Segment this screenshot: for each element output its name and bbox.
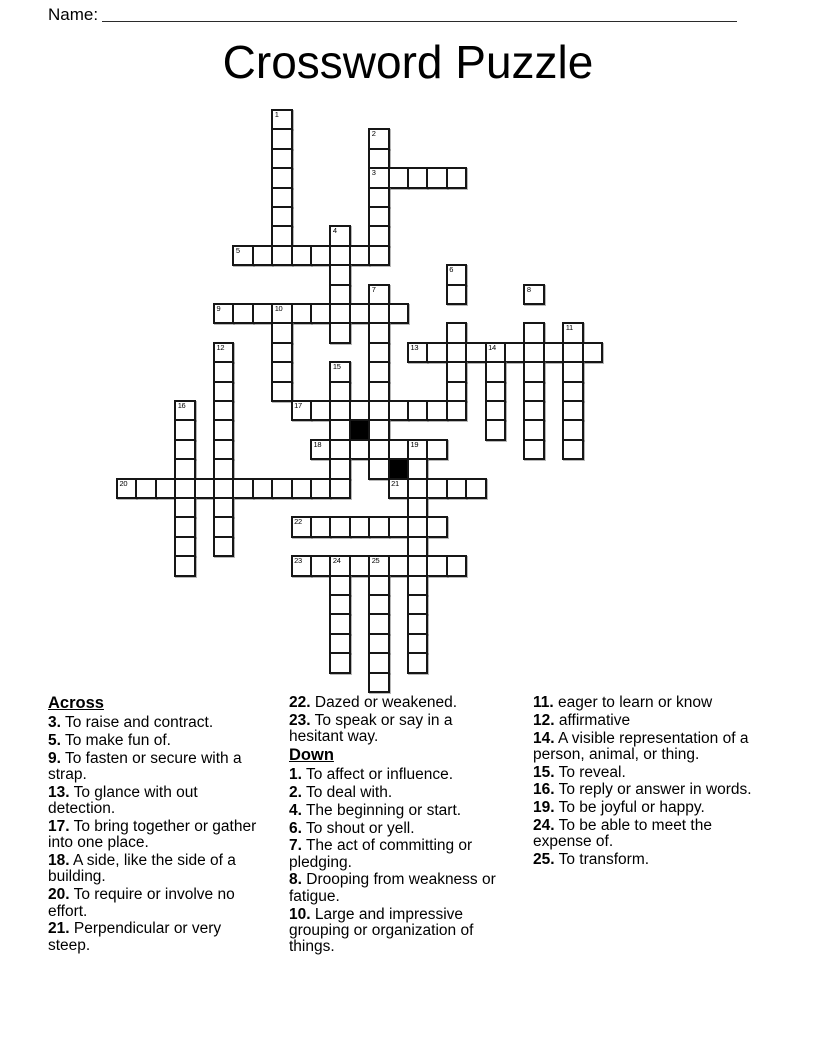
grid-cell[interactable] [232,478,253,499]
grid-cell[interactable] [543,342,564,363]
name-label: Name: [48,5,99,24]
grid-cell[interactable] [562,419,583,440]
grid-cell[interactable] [407,652,428,673]
cell-number: 12 [216,342,225,352]
clue-number: 25. [533,851,555,869]
clue-column-middle [289,695,506,957]
grid-cell[interactable] [349,555,370,576]
grid-cell[interactable] [213,439,234,460]
clue-24: 24. To be able to meet the expense of. [533,817,712,851]
grid-cell[interactable] [562,381,583,402]
grid-cell[interactable] [310,555,331,576]
grid-cell[interactable] [368,633,389,654]
grid-cell[interactable] [291,303,312,324]
grid-cell[interactable] [388,516,409,537]
grid-cell[interactable] [426,516,447,537]
grid-cell[interactable] [271,167,292,188]
clue-number: 12. [533,711,555,729]
clue-number: 1. [289,766,302,784]
grid-cell[interactable] [271,381,292,402]
clue-number: 17. [48,818,70,836]
grid-cell[interactable] [329,516,350,537]
cell-number: 6 [449,265,454,275]
grid-cell[interactable] [426,555,447,576]
clue-number: 9. [48,749,61,767]
grid-cell[interactable] [485,361,506,382]
grid-cell[interactable] [368,458,389,479]
grid-cell[interactable] [388,400,409,421]
grid-cell[interactable] [446,361,467,382]
grid-cell[interactable] [329,361,350,382]
grid-cell[interactable] [271,322,292,343]
grid-cell[interactable] [329,303,350,324]
grid-cell[interactable] [174,478,195,499]
clue-column-right [533,695,759,870]
grid-cell[interactable] [329,264,350,285]
clue-23: 23. To speak or say in a hesitant way. [289,711,453,746]
cell-number: 7 [371,284,376,294]
grid-cell[interactable] [407,167,428,188]
grid-cell[interactable] [368,303,389,324]
clue-number: 2. [289,783,302,801]
clue-9: 9. To fasten or secure with a strap. [48,749,242,784]
cell-number: 5 [235,245,240,255]
grid-cell[interactable] [368,672,389,693]
grid-cell[interactable] [291,245,312,266]
clue-17: 17. To bring together or gather into one place. [48,818,257,852]
grid-cell[interactable] [349,303,370,324]
grid-cell[interactable] [232,303,253,324]
grid-cell[interactable] [368,652,389,673]
grid-cell[interactable] [407,516,428,537]
grid-cell[interactable] [465,478,486,499]
grid-cell[interactable] [446,400,467,421]
cell-number: 11 [565,323,573,333]
grid-cell[interactable] [582,342,603,363]
clues-heading-across: Across [48,694,104,712]
grid-cell[interactable] [523,284,544,305]
grid-cell[interactable] [271,187,292,208]
grid-cell[interactable] [523,381,544,402]
grid-cell[interactable] [407,594,428,615]
grid-cell[interactable] [485,419,506,440]
cell-number: 4 [332,226,337,236]
grid-cell[interactable] [446,342,467,363]
grid-cell[interactable] [523,419,544,440]
grid-cell[interactable] [465,342,486,363]
grid-cell[interactable] [252,303,273,324]
clue-2: 2. To deal with. [289,783,393,801]
cell-number: 3 [371,168,376,178]
cell-number: 19 [410,439,419,449]
clues-heading-down: Down [289,745,334,764]
grid-cell[interactable] [329,284,350,305]
grid-cell[interactable] [213,458,234,479]
grid-cell[interactable] [329,652,350,673]
grid-cell[interactable] [485,381,506,402]
grid-cell[interactable] [368,342,389,363]
clue-number: 7. [289,837,302,855]
grid-cell[interactable] [213,497,234,518]
clue-number: 8. [289,871,302,889]
cell-number: 18 [313,439,322,449]
grid-cell[interactable] [271,206,292,227]
grid-cell[interactable] [562,439,583,460]
cell-number: 23 [294,556,302,566]
grid-cell[interactable] [426,342,447,363]
grid-cell[interactable] [291,478,312,499]
grid-cell[interactable] [271,361,292,382]
grid-cell[interactable] [388,167,409,188]
grid-cell[interactable] [368,516,389,537]
cell-number: 22 [294,517,302,527]
grid-cell[interactable] [446,167,467,188]
grid-cell[interactable] [485,400,506,421]
clue-22: 22. Dazed or weakened. [289,694,458,711]
clue-number: 20. [48,886,70,904]
grid-cell[interactable] [426,439,447,460]
cell-number: 1 [274,110,279,119]
clue-25: 25. To transform. [533,851,650,869]
grid-cell[interactable] [174,400,195,421]
grid-cell[interactable] [329,458,350,479]
grid-cell[interactable] [329,613,350,634]
clue-number: 3. [48,714,61,732]
grid-cell[interactable] [523,439,544,460]
grid-cell[interactable] [310,303,331,324]
grid-cell[interactable] [213,478,234,499]
grid-cell[interactable] [174,439,195,460]
cell-number: 15 [332,362,341,372]
grid-cell[interactable] [368,419,389,440]
clue-number: 21. [48,920,70,938]
clue-3: 3. To raise and contract. [48,714,214,732]
clue-number: 11. [533,694,554,711]
clue-1: 1. To affect or influence. [289,766,454,784]
cell-number: 8 [526,284,531,294]
black-cell [349,419,370,440]
cell-number: 24 [332,556,341,566]
grid-cell[interactable] [174,536,195,557]
grid-cell[interactable] [446,264,467,285]
clue-14: 14. A visible representation of a person, animal, or thing. [533,729,749,763]
grid-cell[interactable] [407,633,428,654]
grid-cell[interactable] [310,245,331,266]
grid-cell[interactable] [368,245,389,266]
grid-cell[interactable] [310,439,331,460]
grid-cell[interactable] [368,400,389,421]
grid-cell[interactable] [368,187,389,208]
grid-cell[interactable] [194,478,215,499]
grid-cell[interactable] [349,439,370,460]
grid-cell[interactable] [329,478,350,499]
grid-cell[interactable] [426,400,447,421]
grid-cell[interactable] [329,439,350,460]
grid-cell[interactable] [523,400,544,421]
clue-number: 4. [289,801,302,819]
clue-6: 6. To shout or yell. [289,819,415,837]
grid-cell[interactable] [562,361,583,382]
black-cell [388,458,409,479]
grid-cell[interactable] [349,516,370,537]
clue-16: 16. To reply or answer in words. [533,781,752,799]
cell-number: 20 [119,478,128,488]
clue-number: 16. [533,781,555,799]
grid-cell[interactable] [426,167,447,188]
cell-number: 14 [488,342,496,352]
grid-cell[interactable] [485,342,506,363]
grid-cell[interactable] [271,245,292,266]
grid-cell[interactable] [116,478,137,499]
grid-cell[interactable] [407,613,428,634]
grid-cell[interactable] [310,400,331,421]
grid-cell[interactable] [291,516,312,537]
grid-cell[interactable] [562,400,583,421]
clue-number: 22. [289,694,311,711]
grid-cell[interactable] [368,594,389,615]
grid-cell[interactable] [174,555,195,576]
grid-cell[interactable] [368,148,389,169]
clue-10: 10. Large and impressive grouping or organization of things. [289,905,474,956]
grid-cell[interactable] [523,361,544,382]
clue-number: 23. [289,711,311,729]
cell-number: 17 [294,401,302,410]
grid-cell[interactable] [523,342,544,363]
grid-cell[interactable] [407,439,428,460]
grid-cell[interactable] [310,478,331,499]
grid-cell[interactable] [388,555,409,576]
grid-cell[interactable] [349,245,370,266]
cell-number: 13 [410,342,419,352]
cell-number: 21 [391,478,399,488]
grid-cell[interactable] [213,303,234,324]
grid-cell[interactable] [426,478,447,499]
clue-5: 5. To make fun of. [48,732,171,750]
cell-number: 10 [274,304,283,313]
grid-cell[interactable] [368,128,389,149]
grid-cell[interactable] [446,478,467,499]
clue-number: 14. [533,729,555,747]
grid-cell[interactable] [329,245,350,266]
grid-cell[interactable] [368,381,389,402]
clue-number: 6. [289,819,302,837]
grid-cell[interactable] [368,361,389,382]
clue-number: 19. [533,799,555,817]
grid-cell[interactable] [407,478,428,499]
grid-cell[interactable] [271,303,292,324]
grid-cell[interactable] [368,284,389,305]
grid-cell[interactable] [213,536,234,557]
grid-cell[interactable] [310,516,331,537]
clue-number: 5. [48,732,61,750]
clue-20: 20. To require or involve no effort. [48,886,235,920]
clue-4: 4. The beginning or start. [289,801,462,819]
clue-number: 13. [48,783,70,801]
grid-cell[interactable] [213,361,234,382]
grid-cell[interactable] [252,245,273,266]
grid-cell[interactable] [368,322,389,343]
clue-number: 24. [533,817,555,835]
clue-12: 12. affirmative [533,711,631,729]
grid-cell[interactable] [155,478,176,499]
grid-cell[interactable] [174,497,195,518]
cell-number: 9 [216,304,221,313]
clue-19: 19. To be joyful or happy. [533,799,705,817]
cell-number: 16 [177,401,186,410]
grid-cell[interactable] [407,575,428,596]
grid-cell[interactable] [271,342,292,363]
grid-cell[interactable] [271,148,292,169]
grid-cell[interactable] [329,381,350,402]
clue-21: 21. Perpendicular or very steep. [48,920,222,954]
grid-cell[interactable] [349,400,370,421]
grid-cell[interactable] [329,225,350,246]
grid-cell[interactable] [329,419,350,440]
clue-8: 8. Drooping from weakness or fatigue. [289,871,496,905]
grid-cell[interactable] [329,633,350,654]
grid-cell[interactable] [368,439,389,460]
grid-cell[interactable] [271,128,292,149]
clue-11: 11. eager to learn or know [533,694,713,711]
grid-cell[interactable] [271,478,292,499]
cell-number: 25 [371,556,380,566]
clue-15: 15. To reveal. [533,763,626,781]
grid-cell[interactable] [368,575,389,596]
grid-cell[interactable] [407,497,428,518]
grid-cell[interactable] [329,594,350,615]
clue-7: 7. The act of committing or pledging. [289,837,473,871]
clue-13: 13. To glance with out detection. [48,783,198,818]
grid-cell[interactable] [174,419,195,440]
grid-cell[interactable] [174,516,195,537]
clue-number: 15. [533,763,555,781]
grid-cell[interactable] [329,555,350,576]
grid-cell[interactable] [407,458,428,479]
grid-cell[interactable] [368,613,389,634]
grid-cell[interactable] [504,342,525,363]
grid-cell[interactable] [329,575,350,596]
clue-column-left [48,695,262,955]
grid-cell[interactable] [368,225,389,246]
clue-18: 18. A side, like the side of a building. [48,852,236,886]
grid-cell[interactable] [135,478,156,499]
grid-cell[interactable] [388,478,409,499]
grid-cell[interactable] [407,536,428,557]
grid-cell[interactable] [368,555,389,576]
grid-cell[interactable] [562,342,583,363]
grid-cell[interactable] [271,109,292,130]
grid-cell[interactable] [232,245,253,266]
grid-cell[interactable] [562,322,583,343]
grid-cell[interactable] [368,167,389,188]
grid-cell[interactable] [446,284,467,305]
grid-cell[interactable] [446,381,467,402]
grid-cell[interactable] [329,322,350,343]
grid-cell[interactable] [407,555,428,576]
grid-cell[interactable] [213,419,234,440]
grid-cell[interactable] [213,381,234,402]
grid-cell[interactable] [213,400,234,421]
grid-cell[interactable] [388,439,409,460]
grid-cell[interactable] [213,342,234,363]
grid-cell[interactable] [446,322,467,343]
grid-cell[interactable] [407,400,428,421]
grid-cell[interactable] [291,400,312,421]
grid-cell[interactable] [388,303,409,324]
grid-cell[interactable] [523,322,544,343]
grid-cell[interactable] [446,555,467,576]
grid-cell[interactable] [271,225,292,246]
grid-cell[interactable] [213,516,234,537]
grid-cell[interactable] [407,342,428,363]
page-title: Crossword Puzzle [222,36,594,88]
grid-cell[interactable] [329,400,350,421]
grid-cell[interactable] [174,458,195,479]
grid-cell[interactable] [252,478,273,499]
grid-cell[interactable] [291,555,312,576]
cell-number: 2 [371,129,376,139]
clue-number: 18. [48,852,70,870]
grid-cell[interactable] [368,206,389,227]
clue-number: 10. [289,905,311,923]
